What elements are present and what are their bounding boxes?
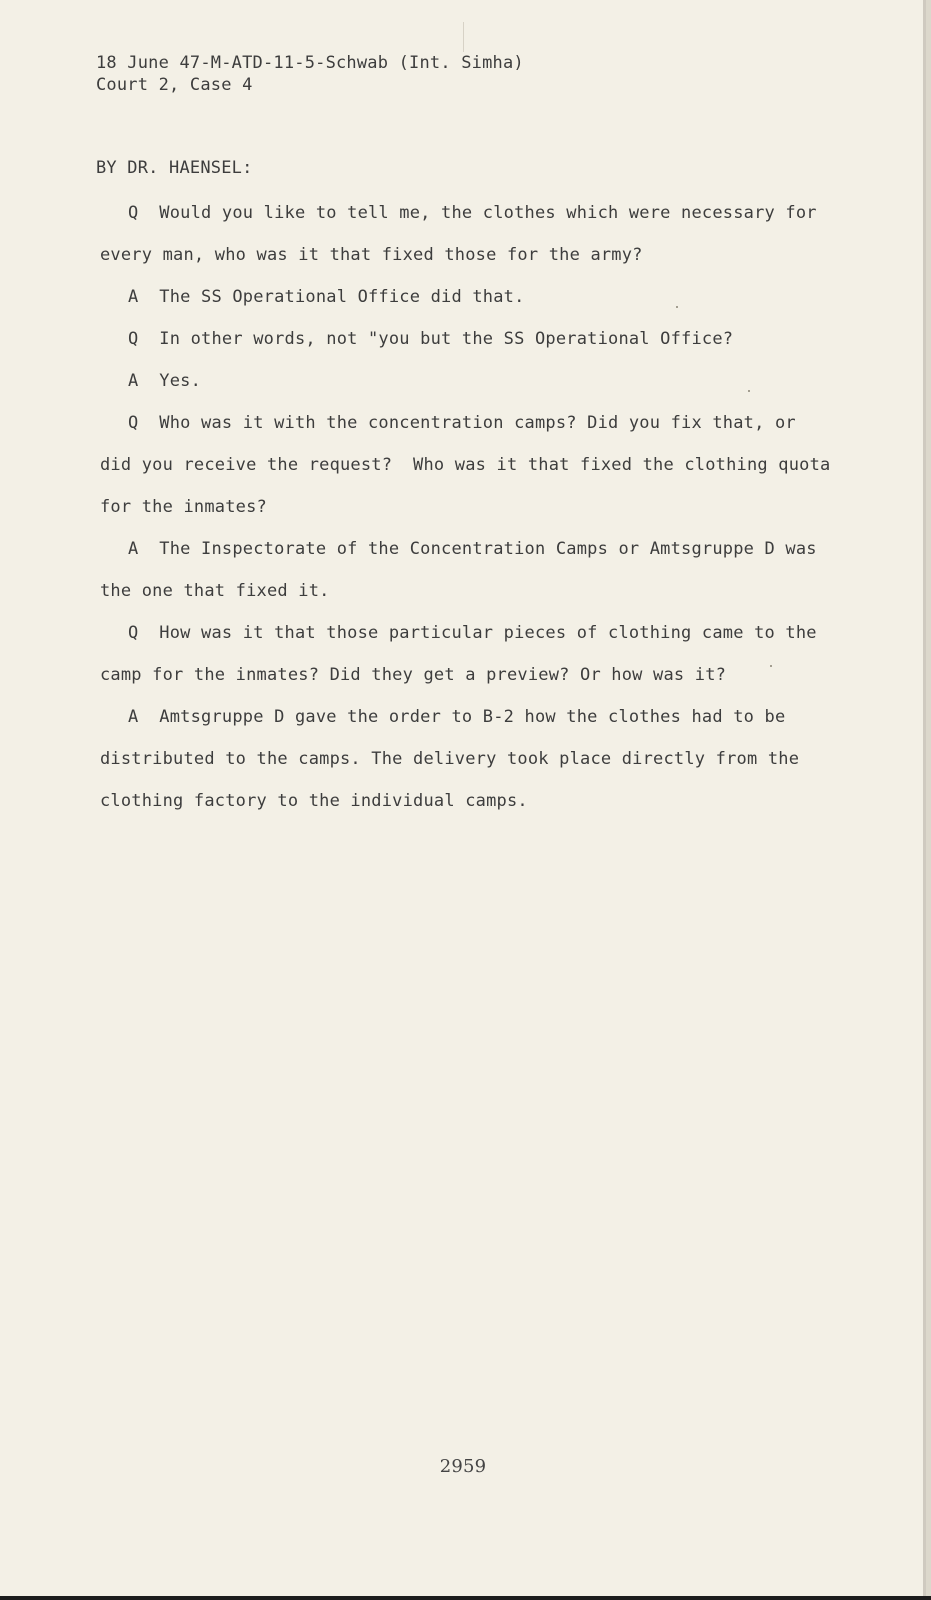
header-reference-line: 18 June 47-M-ATD-11-5-Schwab (Int. Simha)	[96, 53, 524, 73]
transcript-line: for the inmates?	[100, 497, 267, 517]
transcript-line: A Amtsgruppe D gave the order to B-2 how the clothes had to be	[128, 707, 786, 727]
transcript-line: Q Would you like to tell me, the clothes which were necessary for	[128, 203, 817, 223]
transcript-line: A Yes.	[128, 371, 202, 391]
transcript-line: A The Inspectorate of the Concentration Camps or Amtsgruppe D was	[128, 539, 817, 559]
transcript-line: the one that fixed it.	[100, 581, 330, 601]
transcript-line: A The SS Operational Office did that.	[128, 287, 525, 307]
transcript-line: Q Who was it with the concentration camps? Did you fix that, or	[128, 413, 796, 433]
transcript-line: clothing factory to the individual camps.	[100, 791, 528, 811]
transcript-line: did you receive the request? Who was it that fixed the clothing quota	[100, 455, 831, 475]
transcript-line: every man, who was it that fixed those for the army?	[100, 245, 643, 265]
page-number: 2959	[439, 1456, 487, 1477]
header-court-line: Court 2, Case 4	[96, 75, 253, 95]
paper-speck	[748, 390, 750, 392]
paper-speck	[676, 306, 678, 308]
document-header	[96, 52, 524, 96]
transcript-line: distributed to the camps. The delivery took place directly from the	[100, 749, 800, 769]
paper-fold-mark	[463, 22, 464, 52]
examiner-heading: BY DR. HAENSEL:	[96, 158, 253, 178]
transcript-body	[100, 192, 831, 822]
paper-speck	[770, 665, 772, 667]
transcript-line: Q How was it that those particular pieces of clothing came to the	[128, 623, 817, 643]
transcript-line: Q In other words, not "you but the SS Operational Office?	[128, 329, 734, 349]
scan-bottom-edge	[0, 1596, 931, 1600]
transcript-line: camp for the inmates? Did they get a preview? Or how was it?	[100, 665, 727, 685]
